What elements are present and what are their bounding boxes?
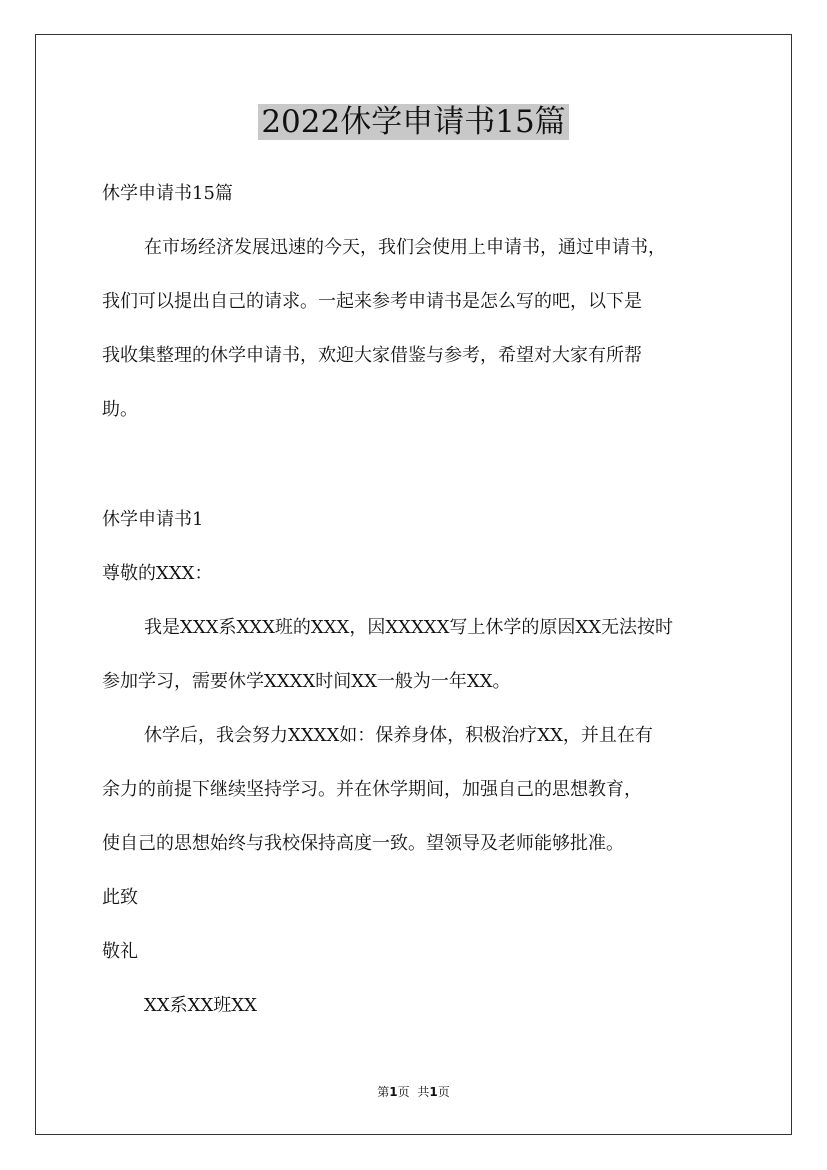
paragraph2-line: 余力的前提下继续坚持学习。并在休学期间，加强自己的思想教育， xyxy=(102,779,642,800)
section-heading: 休学申请书1 xyxy=(102,509,204,530)
document-title xyxy=(0,100,827,144)
page-number: 1 xyxy=(389,1085,398,1099)
intro-line: 助。 xyxy=(102,399,138,420)
page-suffix: 页 xyxy=(397,1085,410,1099)
intro-line: 我们可以提出自己的请求。一起来参考申请书是怎么写的吧，以下是 xyxy=(102,291,642,312)
total-suffix: 页 xyxy=(437,1085,450,1099)
paragraph2-line: 休学后，我会努力XXXX如：保养身体，积极治疗XX，并且在有 xyxy=(144,725,653,746)
paragraph1-line: 我是XXX系XXX班的XXX，因XXXXX写上休学的原因XX无法按时 xyxy=(144,617,674,638)
document-title-text: 2022休学申请书15篇 xyxy=(258,104,568,140)
document-subtitle: 休学申请书15篇 xyxy=(102,183,233,204)
signature: XX系XX班XX xyxy=(144,995,257,1016)
intro-line: 在市场经济发展迅速的今天，我们会使用上申请书，通过申请书， xyxy=(144,237,666,258)
total-pages: 1 xyxy=(429,1085,438,1099)
closing-line: 敬礼 xyxy=(102,941,138,962)
paragraph1-line: 参加学习，需要休学XXXX时间XX一般为一年XX。 xyxy=(102,671,511,692)
paragraph2-line: 使自己的思想始终与我校保持高度一致。望领导及老师能够批准。 xyxy=(102,833,624,854)
salutation: 尊敬的XXX： xyxy=(102,563,213,584)
intro-line: 我收集整理的休学申请书，欢迎大家借鉴与参考，希望对大家有所帮 xyxy=(102,345,642,366)
page-footer xyxy=(0,1084,827,1100)
total-prefix: 共 xyxy=(417,1085,430,1099)
closing-line: 此致 xyxy=(102,887,138,908)
page-prefix: 第 xyxy=(377,1085,390,1099)
